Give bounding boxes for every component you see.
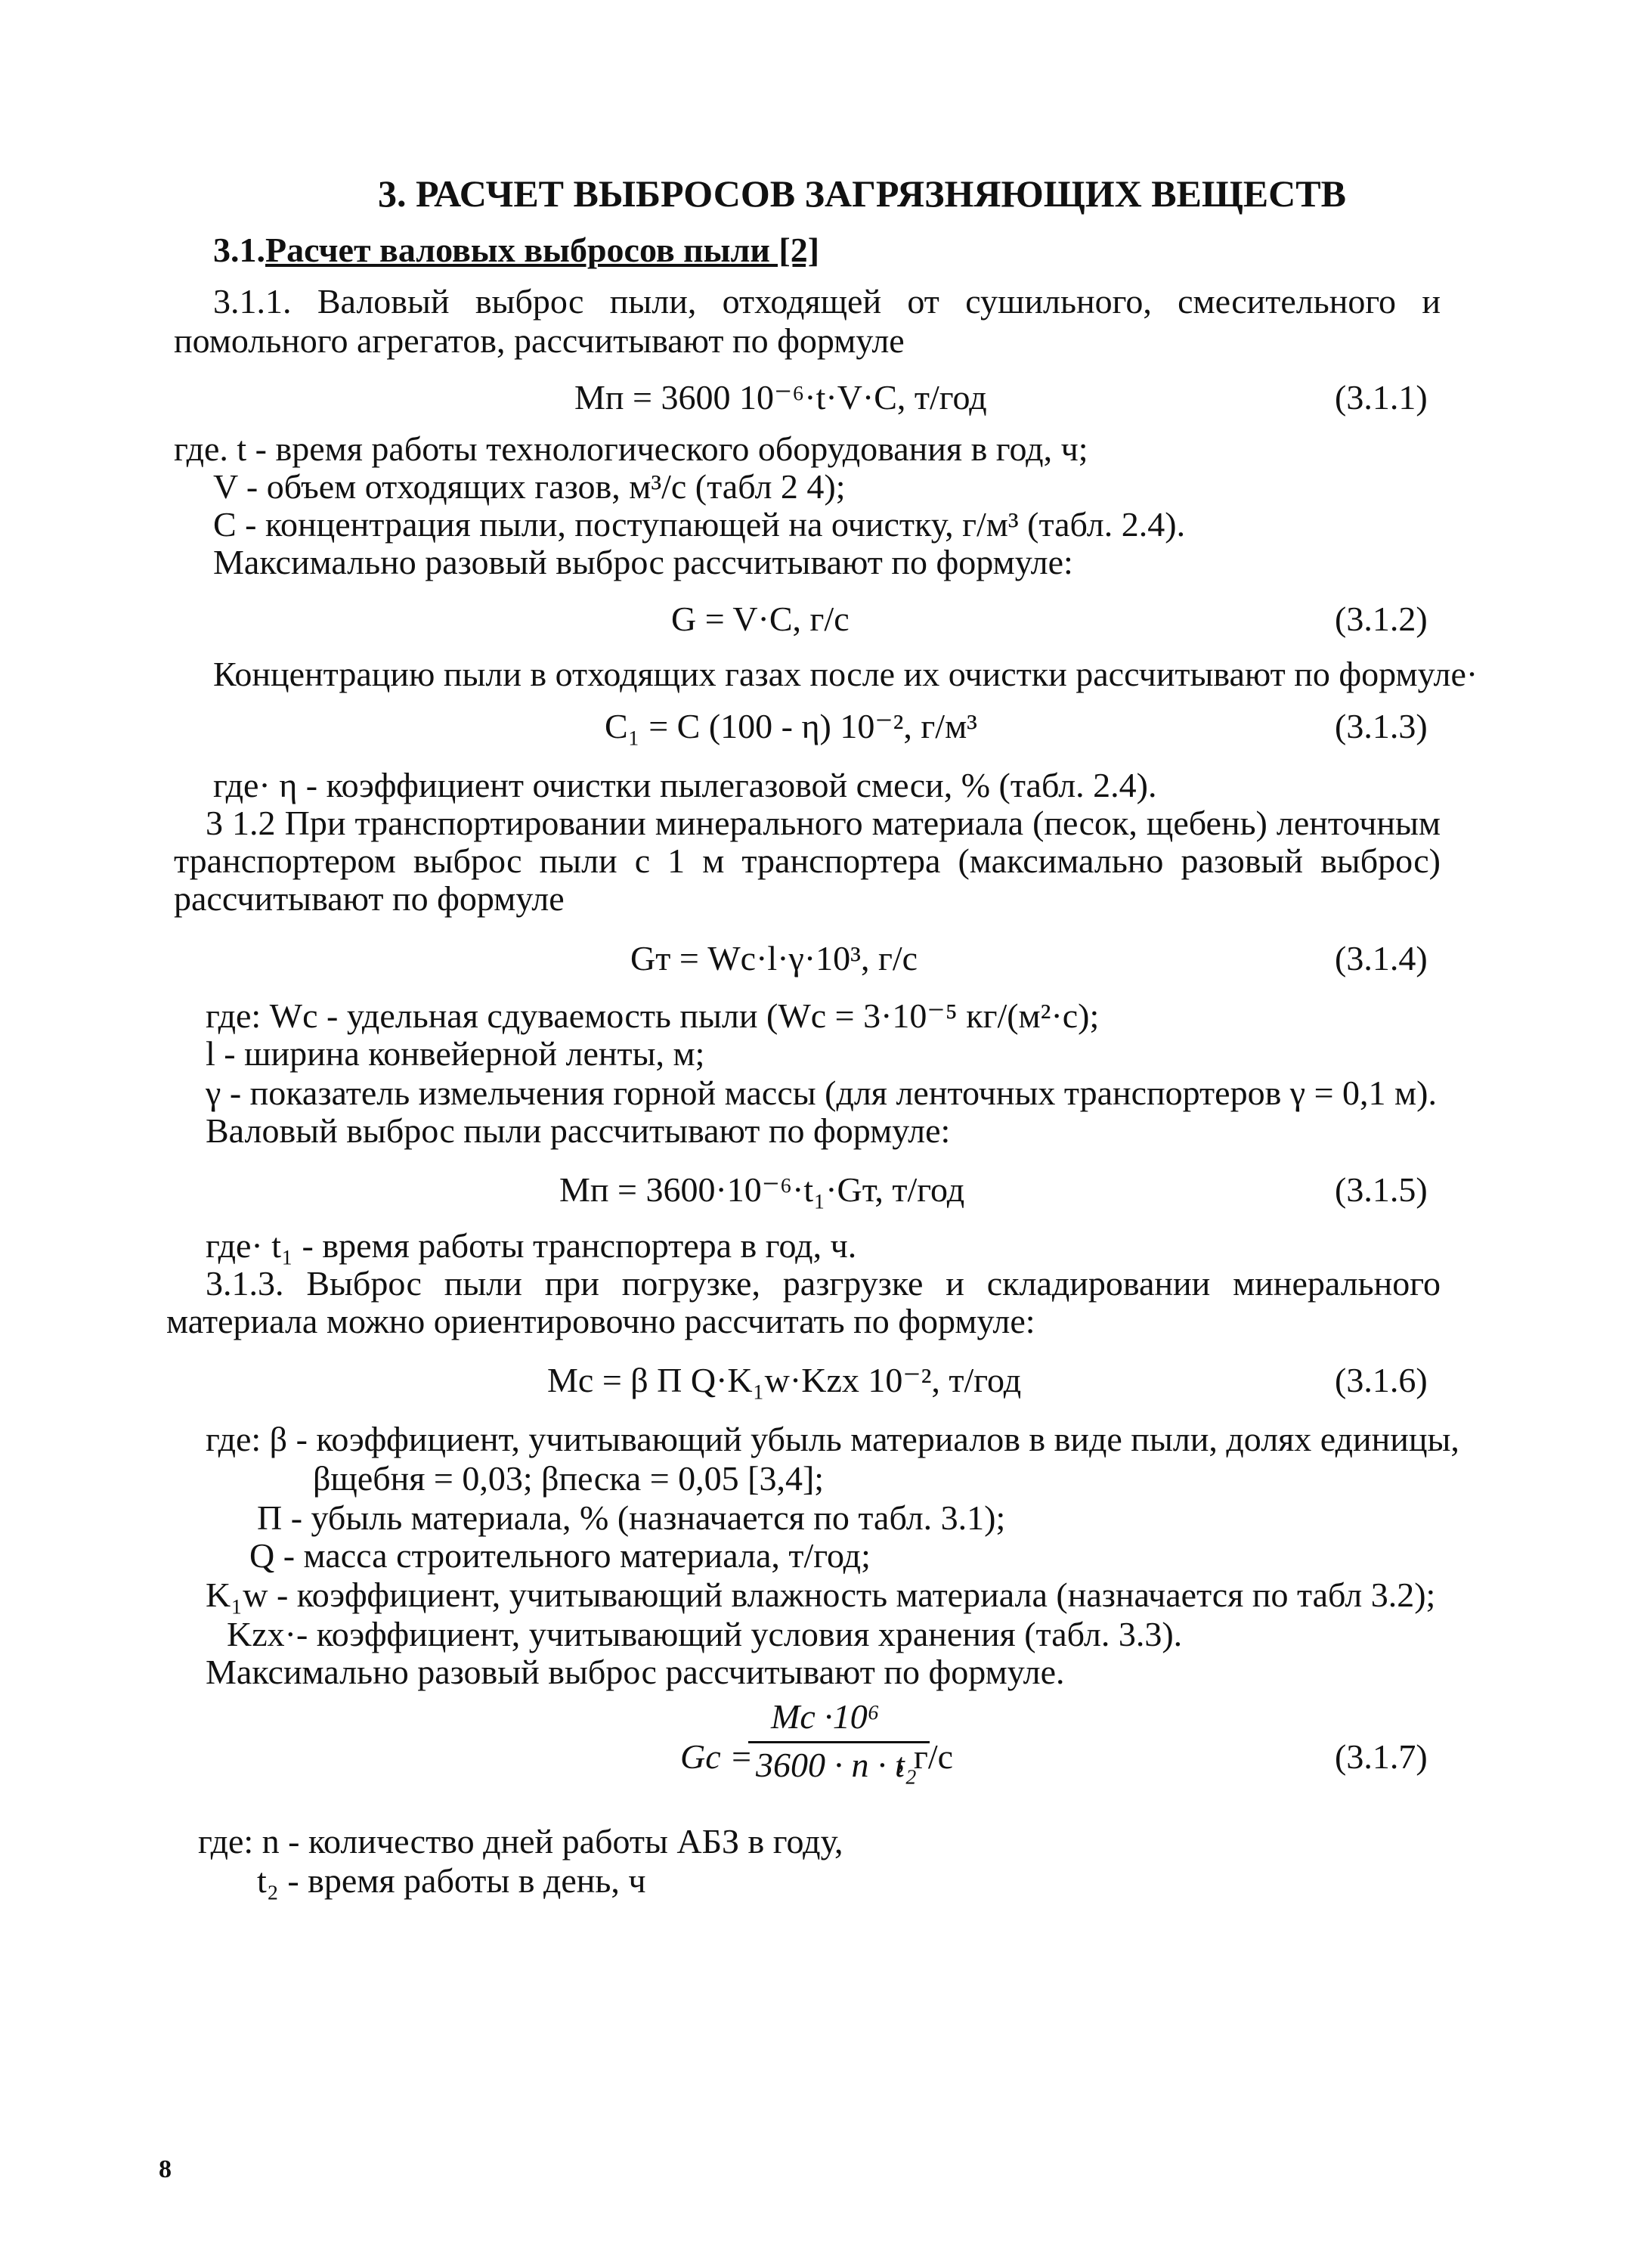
definition-line: V - объем отходящих газов, м³/с (табл 2 4); (213, 467, 846, 506)
formula-3-1-1: Mп = 3600 10⁻⁶·t·V·C, т/год (574, 378, 987, 417)
definition-line: где. t - время работы технологического оборудования в год, ч; (174, 429, 1088, 468)
paragraph-line: 3.1.3. Выброс пыли при погрузке, разгрузке и складировании минерального (206, 1264, 1441, 1303)
subsection-title: Расчет валовых выбросов пыли [2] (265, 231, 820, 269)
definition-line: C - концентрация пыли, поступающей на очистку, г/м³ (табл. 2.4). (213, 505, 1186, 544)
formula-number: (3.1.2) (1335, 600, 1428, 638)
paragraph-line: Максимально разовый выброс рассчитывают по формуле: (213, 543, 1073, 581)
definition-line: K₁w - коэффициент, учитывающий влажность материала (назначается по табл 3.2); (206, 1576, 1436, 1614)
formula-3-1-7-lhs (680, 1737, 753, 1777)
page-number: 8 (159, 2155, 172, 2183)
fraction-numerator: Mc ·10⁶ (771, 1697, 880, 1736)
definition-line: где: Wc - удельная сдуваемость пыли (Wc = 3·10⁻⁵ кг/(м²·с); (206, 996, 1100, 1035)
formula-3-1-6: Mc = β П Q·K₁w·Kzx 10⁻², т/год (547, 1361, 1022, 1399)
formula-3-1-5: Mп = 3600·10⁻⁶·t₁·Gт, т/год (559, 1170, 965, 1209)
definition-line: γ - показатель измельчения горной массы (для ленточных транспортеров γ = 0,1 м). (206, 1074, 1437, 1112)
definition-line: l - ширина конвейерной ленты, м; (206, 1034, 705, 1073)
formula-number: (3.1.4) (1335, 939, 1428, 978)
formula-lhs: Gc = (680, 1737, 754, 1776)
paragraph-line: материала можно ориентировочно рассчитать по формуле: (166, 1302, 1035, 1340)
paragraph-line: Валовый выброс пыли рассчитывают по формуле: (206, 1111, 951, 1150)
formula-3-1-2: G = V·C, г/с (671, 600, 850, 638)
formula-unit: , г/с (896, 1737, 954, 1776)
subsection-number: 3.1. (213, 231, 265, 269)
definition-line: Kzx·- коэффициент, учитывающий условия хранения (табл. 3.3). (227, 1615, 1183, 1653)
paragraph-line: 3.1.1. Валовый выброс пыли, отходящей от сушильного, смесительного и (213, 282, 1441, 321)
definition-line: Q - масса строительного материала, т/год; (249, 1536, 871, 1575)
paragraph-line: Максимально разовый выброс рассчитывают по формуле. (206, 1653, 1065, 1691)
formula-number: (3.1.1) (1335, 378, 1428, 417)
definition-line: βщебня = 0,03; βпеска = 0,05 [3,4]; (313, 1459, 825, 1498)
paragraph-line: транспортером выброс пыли с 1 м транспортера (максимально разовый выброс) (174, 841, 1441, 880)
definition-line: П - убыль материала, % (назначается по табл. 3.1); (257, 1498, 1006, 1537)
paragraph-line: Концентрацию пыли в отходящих газах после их очистки рассчитывают по формуле· (213, 655, 1478, 693)
formula-3-1-4: Gт = Wc·l·γ·10³, г/с (630, 939, 918, 978)
formula-number: (3.1.6) (1335, 1361, 1428, 1399)
paragraph-line: рассчитывают по формуле (174, 879, 565, 918)
definition-line: где· η - коэффициент очистки пылегазовой смеси, % (табл. 2.4). (213, 766, 1157, 804)
fraction-denominator: 3600 · n · t₂ (756, 1746, 917, 1784)
subsection-heading (213, 231, 819, 271)
definition-line: где· t₁ - время работы транспортера в год, ч. (206, 1226, 857, 1265)
section-title: 3. РАСЧЕТ ВЫБРОСОВ ЗАГРЯЗНЯЮЩИХ ВЕЩЕСТВ (378, 172, 1346, 215)
paragraph-line: 3 1.2 При транспортировании минерального материала (песок, щебень) ленточным (206, 804, 1441, 842)
formula-number: (3.1.5) (1335, 1170, 1428, 1209)
definition-line: где: n - количество дней работы АБЗ в году, (198, 1822, 843, 1861)
paragraph-line: помольного агрегатов, рассчитывают по формуле (174, 321, 905, 360)
formula-number: (3.1.7) (1335, 1737, 1428, 1776)
formula-3-1-3: C₁ = C (100 - η) 10⁻², г/м³ (605, 707, 977, 745)
definition-line: где: β - коэффициент, учитывающий убыль материалов в виде пыли, долях единицы, (206, 1420, 1459, 1458)
formula-number: (3.1.3) (1335, 707, 1428, 745)
definition-line: t₂ - время работы в день, ч (257, 1861, 646, 1900)
